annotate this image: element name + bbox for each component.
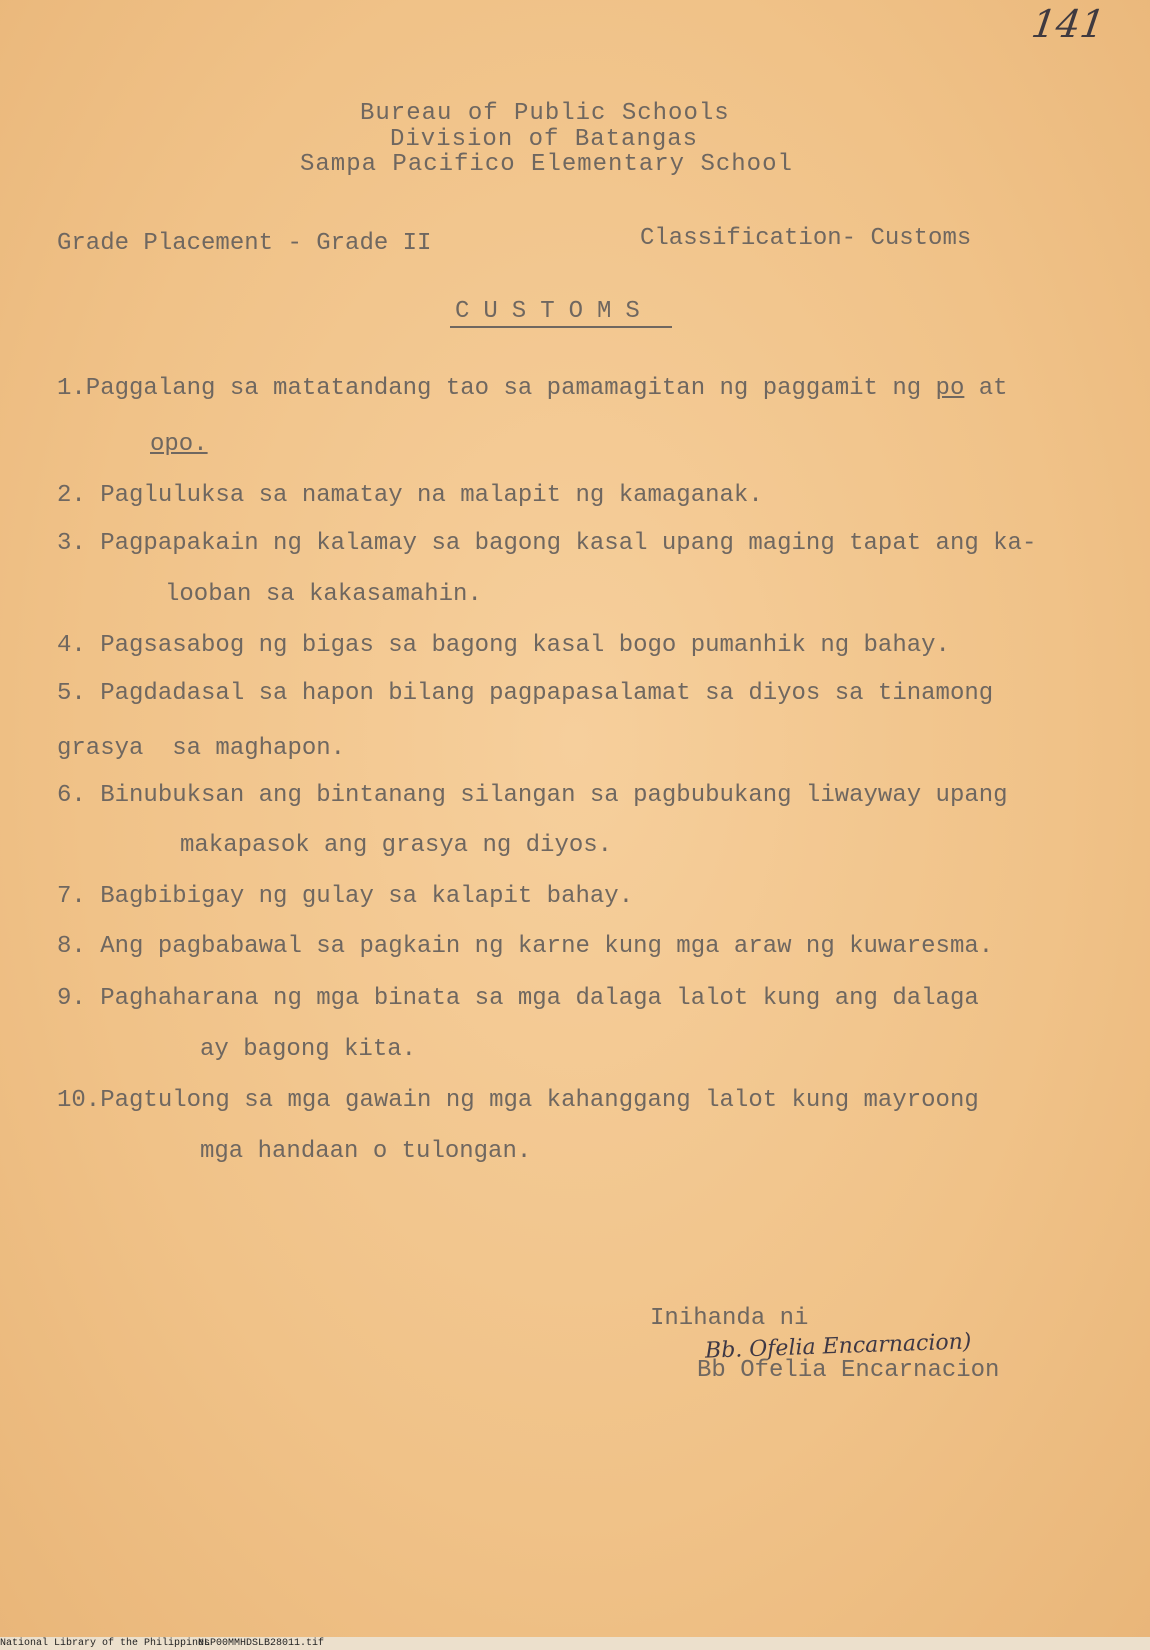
footer-filename: NLP00MMHDSLB28011.tif <box>198 1638 325 1649</box>
list-item-5: 5. Pagdadasal sa hapon bilang pagpapasalamat sa diyos sa tinamong <box>57 680 994 707</box>
header-bureau: Bureau of Public Schools <box>360 100 730 127</box>
page-number: 141 <box>1028 2 1108 46</box>
list-item-4: 4. Pagsasabog ng bigas sa bagong kasal bogo pumanhik ng bahay. <box>57 632 950 659</box>
item-1-tail: at <box>964 375 1008 402</box>
list-item-5-continued: grasya sa maghapon. <box>57 735 346 762</box>
list-item-2: 2. Pagluluksa sa namatay na malapit ng kamaganak. <box>57 482 763 509</box>
title-underline <box>450 326 672 328</box>
list-item-10: 10.Pagtulong sa mga gawain ng mga kahanggang lalot kung mayroong <box>57 1087 979 1114</box>
preparer-name: Bb Ofelia Encarnacion <box>697 1357 1000 1384</box>
item-1-text: 1.Paggalang sa matatandang tao sa pamamagitan ng paggamit ng <box>57 375 936 402</box>
list-item-9: 9. Paghaharana ng mga binata sa mga dalaga lalot kung ang dalaga <box>57 985 979 1012</box>
list-item-9-continued: ay bagong kita. <box>200 1036 417 1063</box>
list-item-6: 6. Binubuksan ang bintanang silangan sa pagbubukang liwayway upang <box>57 782 1008 809</box>
item-1-po: po <box>935 375 965 402</box>
list-item-10-continued: mga handaan o tulongan. <box>200 1138 532 1165</box>
list-item-1-continued: opo. <box>150 431 208 458</box>
prepared-by-label: Inihanda ni <box>650 1305 809 1332</box>
header-school: Sampa Pacifico Elementary School <box>300 151 793 178</box>
grade-placement: Grade Placement - Grade II <box>57 230 432 257</box>
list-item-3-continued: looban sa kakasamahin. <box>165 581 482 608</box>
list-item-1 <box>57 375 1008 402</box>
list-item-7: 7. Bagbibigay ng gulay sa kalapit bahay. <box>57 883 634 910</box>
footer-library: National Library of the Philippines <box>0 1638 211 1649</box>
list-item-6-continued: makapasok ang grasya ng diyos. <box>180 832 613 859</box>
list-item-3: 3. Pagpapakain ng kalamay sa bagong kasal upang maging tapat ang ka- <box>57 530 1037 557</box>
handwritten-signature: Bb. Ofelia Encarnacion) <box>704 1329 972 1364</box>
header-division: Division of Batangas <box>390 126 699 153</box>
classification: Classification- Customs <box>640 225 972 252</box>
document-title: CUSTOMS <box>455 298 654 325</box>
list-item-8: 8. Ang pagbabawal sa pagkain ng karne kung mga araw ng kuwaresma. <box>57 933 994 960</box>
